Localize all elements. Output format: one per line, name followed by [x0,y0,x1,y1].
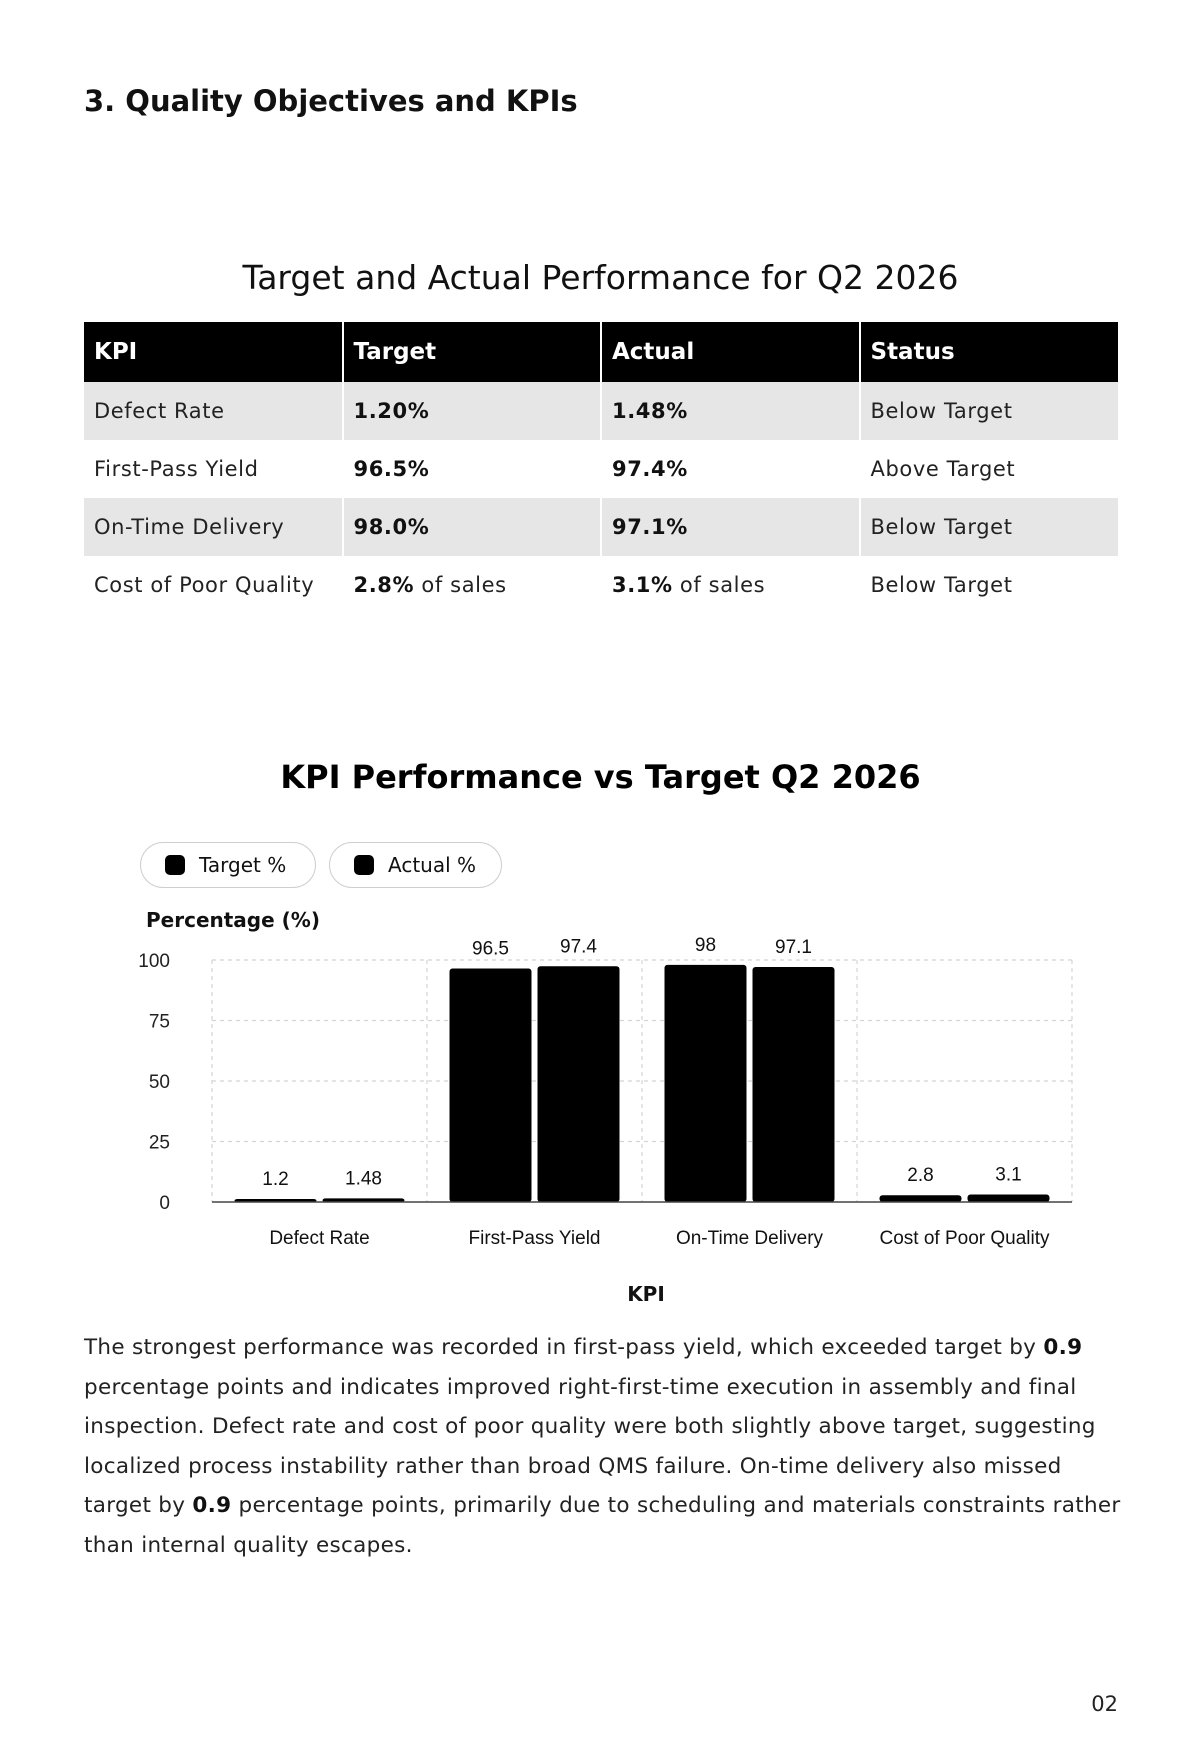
data-label: 1.2 [262,1169,289,1190]
actual-value: 97.1% [612,515,688,539]
y-tick-label: 75 [148,1011,170,1033]
data-label: 96.5 [472,938,509,960]
y-tick-label: 25 [148,1132,170,1154]
data-label: 97.4 [560,936,597,958]
table-title: Target and Actual Performance for Q2 2026 [242,258,959,297]
target-value: 2.8% [353,573,415,597]
kpi-cell: First-Pass Yield [84,440,343,498]
paragraph-text: percentage points and indicates improved right-first-time execution in assembly and final inspection. Defect rate and cost of poor quality were both slightly above target, suggesting localized process instability rather than broad QMS failure. On-time delivery also missed target by [84,1374,1096,1518]
x-tick-label: First-Pass Yield [468,1228,601,1249]
target-value: 96.5% [353,457,430,481]
target-value: 1.20% [353,399,430,423]
column-header-status: Status [860,322,1119,382]
highlight-value: 0.9 [192,1493,232,1518]
legend-label-actual: Actual % [388,853,477,877]
x-tick-label: Cost of Poor Quality [879,1228,1050,1249]
paragraph-text: The strongest performance was recorded in first-pass yield, which exceeded target by [84,1335,1044,1360]
kpi-cell: Cost of Poor Quality [84,556,343,614]
data-label: 98 [694,934,717,956]
chart-title: KPI Performance vs Target Q2 2026 [280,758,921,796]
status-cell: Below Target [860,498,1119,556]
legend-label-target: Target % [199,853,287,877]
x-axis-title: KPI [627,1282,665,1306]
kpi-cell: Defect Rate [84,382,343,440]
y-tick-label: 100 [138,951,170,972]
target-value: 98.0% [353,515,430,539]
bar [753,967,835,1202]
status-cell: Below Target [870,573,1013,597]
actual-value: 3.1% [612,573,673,597]
kpi-cell: On-Time Delivery [84,498,343,556]
section-heading: 3. Quality Objectives and KPIs [84,84,578,118]
bar [880,1195,962,1202]
status-cell: Below Target [860,382,1119,440]
actual-value: 1.48% [612,399,688,423]
bar [665,965,747,1202]
bar [968,1194,1050,1202]
bar [450,968,532,1202]
y-tick-label: 0 [159,1193,170,1214]
paragraph-text: percentage points, primarily due to scheduling and materials constraints rather than internal quality escapes. [84,1493,1121,1558]
bar [538,966,620,1202]
y-axis-title: Percentage (%) [146,908,320,932]
y-tick-label: 50 [148,1072,170,1093]
actual-suffix: of sales [672,573,766,597]
x-tick-label: Defect Rate [269,1228,370,1249]
data-label: 2.8 [907,1165,934,1187]
status-cell: Above Target [870,457,1016,481]
data-label: 97.1 [775,937,812,959]
data-label: 3.1 [995,1164,1022,1186]
column-header-target: Target [343,322,602,382]
analysis-paragraph [84,1328,1124,1565]
column-header-actual: Actual [601,322,860,382]
page-number: 02 [1091,1692,1118,1716]
target-suffix: of sales [414,573,507,597]
column-header-kpi: KPI [84,322,343,382]
actual-value: 97.4% [612,457,688,481]
x-tick-label: On-Time Delivery [675,1228,824,1249]
highlight-value: 0.9 [1043,1335,1083,1360]
data-label: 1.48 [345,1168,382,1190]
